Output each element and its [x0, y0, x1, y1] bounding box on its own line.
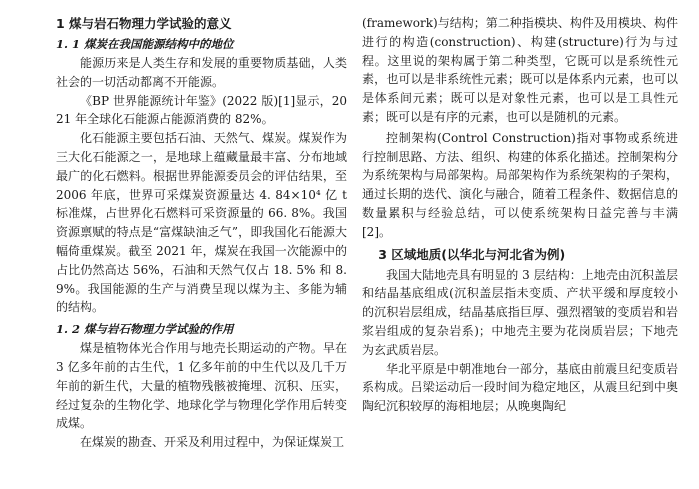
paragraph-framework: (framework)与结构；第二种指模块、构件及用模块、构件进行的构造(construction)、构建(structure)行为与过程。这里说的架构属于第二种类型，它既可以是系统性元素，也可以是非系统性元素；既可以是体系内元素，也可以是体系间元素；既可以是对象性元素，也可以是工具性元素；既可以是有序的元素，也可以是随机的元素。 — [362, 16, 678, 124]
paragraph-coal-exploration: 在煤炭的勘查、开采及利用过程中，为保证煤炭工 — [80, 435, 345, 450]
section-3-heading: 3 区域地质(以华北与河北省为例) — [378, 246, 566, 262]
section-1-2-heading: 1. 2 煤与岩石物理力学试验的作用 — [56, 322, 234, 337]
paragraph-energy-basis: 能源历来是人类生存和发展的重要物质基础，人类社会的一切活动都离不开能源。 — [56, 56, 347, 89]
left-column — [56, 14, 347, 452]
right-column — [362, 14, 678, 416]
paragraph-north-china-plain: 华北平原是中朝准地台一部分，基底由前震旦纪变质岩系构成。吕梁运动后一段时间为稳定地区，从震旦纪到中奥陶纪沉积较厚的海相地层；从晚奥陶纪 — [362, 361, 678, 414]
paragraph-control-construction: 控制架构(Control Construction)指对事物或系统进行控制思路、方法、组织、构建的体系化描述。控制架构分为系统架构与局部架构。局部架构作为系统架构的子架构，通过长期的迭代、演化与融合，随着工程条件、数据信息的数量累积与经验总结，可以使系统架构日益完善与丰满[2]。 — [362, 130, 678, 239]
section-1-heading: 1 煤与岩石物理力学试验的意义 — [56, 16, 232, 31]
paragraph-bp-yearbook: 《BP 世界能源统计年鉴》(2022 版)[1]显示，2021 年全球化石能源占能源消费的 82%。 — [56, 93, 347, 127]
paragraph-crust-structure: 我国大陆地壳具有明显的 3 层结构：上地壳由沉积盖层和结晶基底组成(沉积盖层指未变质、产状平缓和厚度较小的沉积岩层组成，结晶基底指巨厚、强烈褶皱的变质岩和岩浆岩组成的复杂岩系)；中地壳主要为花岗质岩层；下地壳为玄武质岩层。 — [362, 267, 678, 357]
paragraph-fossil-energy: 化石能源主要包括石油、天然气、煤炭。煤炭作为三大化石能源之一，是地球上蕴藏量最丰富、分布地域最广的化石燃料。根据世界能源委员会的评估结果，至 2006 年底，世界可采煤炭资源量达 4. 84×10⁴ 亿 t 标准煤，占世界化石燃料可采资源量的 66. 8%。我国资源禀赋的特点是“富煤缺油乏气”，即我国化石能源大幅倚重煤炭。截至 2021 年，煤炭在我国一次能源中的占比仍然高达 56%，石油和天然气仅占 18. 5% 和 8.9%。我国能源的生产与消费呈现以煤为主、多能为辅的结构。 — [56, 131, 347, 315]
paragraph-coal-formation: 煤是植物体光合作用与地壳长期运动的产物。早在 3 亿多年前的古生代，1 亿多年前的中生代以及几千万年前的新生代，大量的植物残骸被掩埋、沉积、压实，经过复杂的生物化学、地球化学与物理化学作用后转变成煤。 — [56, 341, 347, 431]
section-1-1-heading: 1. 1 煤炭在我国能源结构中的地位 — [56, 37, 234, 51]
